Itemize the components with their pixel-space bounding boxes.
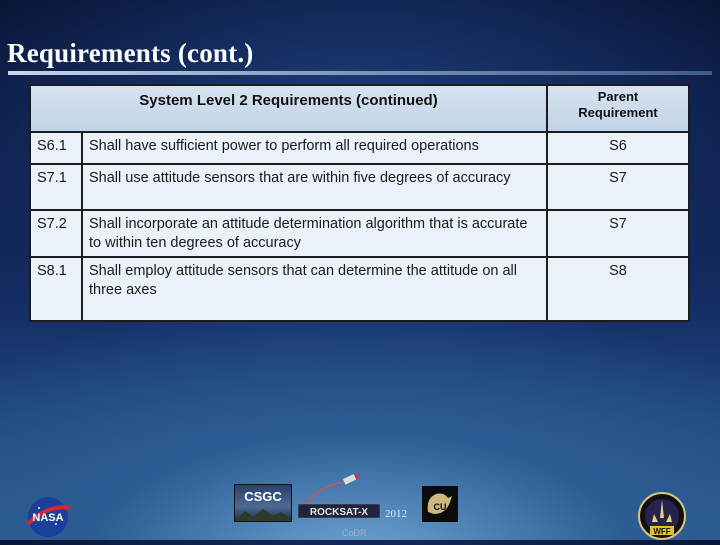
footer-small-text: CoDR — [342, 528, 367, 538]
requirement-id: S6.1 — [30, 132, 82, 164]
csgc-logo — [234, 484, 292, 522]
requirement-id: S7.1 — [30, 164, 82, 210]
header-requirements-label: System Level 2 Requirements (continued) — [139, 92, 438, 109]
parent-requirement: S6 — [547, 132, 689, 164]
csgc-logo-text: CSGC — [244, 489, 282, 504]
header-parent-requirement — [547, 85, 689, 132]
header-requirements — [30, 85, 547, 132]
table-row — [30, 210, 689, 257]
rocksat-x-logo-text: ROCKSAT-X — [309, 507, 369, 518]
cu-logo — [422, 486, 458, 522]
requirement-id: S8.1 — [30, 257, 82, 321]
table-row — [30, 132, 689, 164]
title-underline — [8, 71, 712, 75]
requirements-table — [29, 84, 690, 322]
rocksat-x-logo — [296, 474, 412, 524]
slide-title: Requirements (cont.) — [7, 38, 254, 68]
nasa-logo — [24, 494, 72, 538]
cu-logo-text: CU — [433, 502, 447, 512]
header-parent-line2: Requirement — [578, 105, 658, 120]
parent-requirement: S8 — [547, 257, 689, 321]
table-row — [30, 257, 689, 321]
requirement-id: S7.2 — [30, 210, 82, 257]
nasa-logo-text: NASA — [32, 512, 64, 524]
requirement-text: Shall employ attitude sensors that can determine the attitude on all three axes — [82, 257, 547, 321]
parent-requirement: S7 — [547, 164, 689, 210]
table-row — [30, 164, 689, 210]
year-label: 2012 — [385, 508, 407, 520]
wff-logo — [636, 488, 688, 540]
parent-requirement: S7 — [547, 210, 689, 257]
requirement-text: Shall incorporate an attitude determination algorithm that is accurate to within ten degrees of accuracy — [82, 210, 547, 257]
requirement-text: Shall use attitude sensors that are within five degrees of accuracy — [82, 164, 547, 210]
requirement-text: Shall have sufficient power to perform all required operations — [82, 132, 547, 164]
wff-logo-text: WFF — [653, 527, 671, 536]
table-header-row — [30, 85, 689, 132]
header-parent-line1: Parent — [597, 89, 639, 104]
